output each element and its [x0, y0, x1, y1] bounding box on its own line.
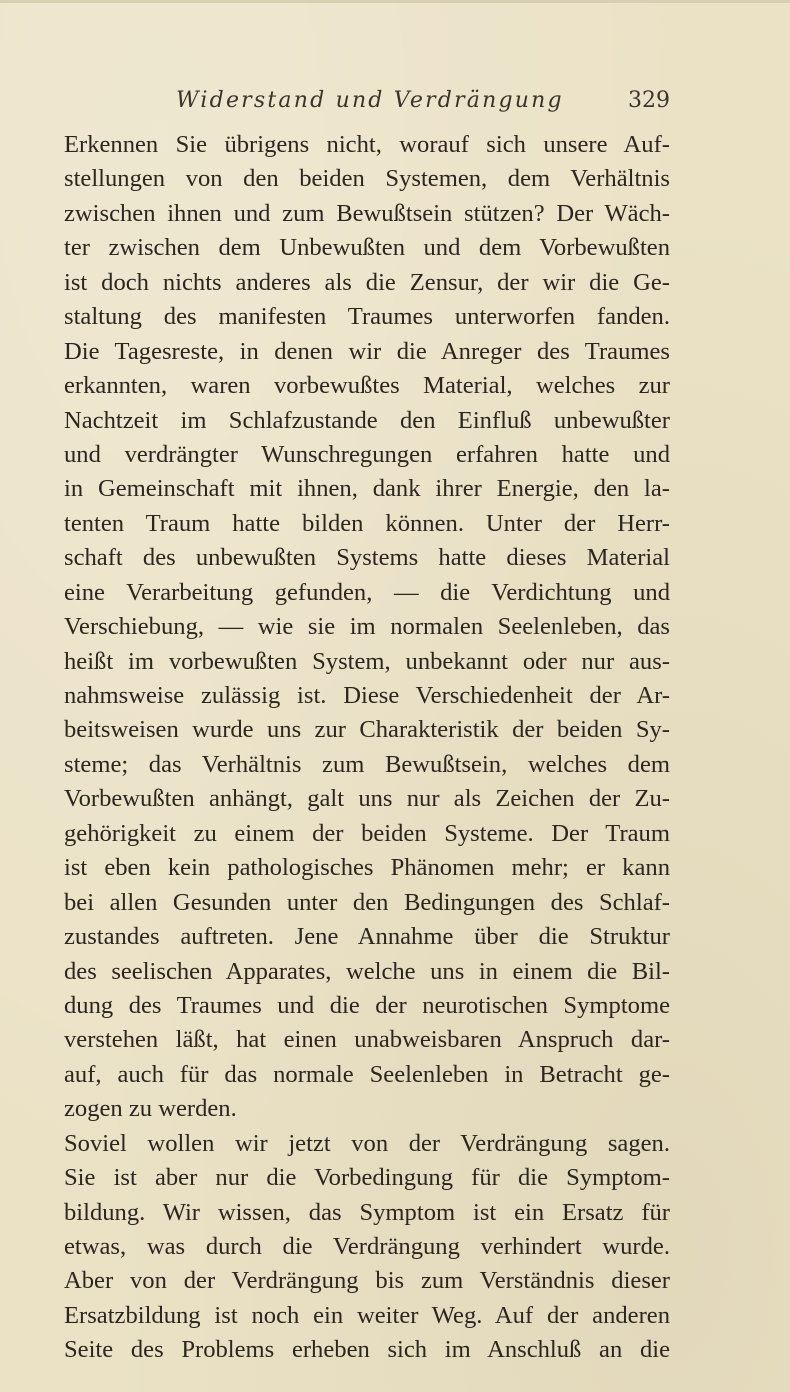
text-line: Ersatzbildung ist noch ein weiter Weg. Auf der anderen: [64, 1301, 670, 1329]
text-line: Nachtzeit im Schlafzustande den Einfluß unbewußter: [64, 406, 670, 434]
text-line: staltung des manifesten Traumes unterworfen fanden.: [64, 303, 670, 331]
text-line: zogen zu werden.: [64, 1095, 237, 1123]
text-line: schaft des unbewußten Systems hatte dieses Material: [64, 544, 670, 572]
text-line: zustandes auftreten. Jene Annahme über die Struktur: [64, 923, 670, 951]
page-header: [64, 88, 670, 124]
text-line: ist eben kein pathologisches Phänomen mehr; er kann: [64, 854, 670, 882]
text-line: Sie ist aber nur die Vorbedingung für die Symptom-: [64, 1164, 670, 1192]
text-line: verstehen läßt, hat einen unabweisbaren Anspruch dar-: [64, 1026, 670, 1054]
text-line: in Gemeinschaft mit ihnen, dank ihrer Energie, den la-: [64, 475, 670, 503]
text-line: eine Verarbeitung gefunden, — die Verdichtung und: [64, 578, 670, 606]
text-line: bildung. Wir wissen, das Symptom ist ein Ersatz für: [64, 1198, 670, 1226]
text-line: ist doch nichts anderes als die Zensur, der wir die Ge-: [64, 268, 670, 296]
text-line: zwischen ihnen und zum Bewußtsein stützen? Der Wäch-: [64, 199, 670, 227]
page-number: 329: [628, 88, 670, 113]
text-line: heißt im vorbewußten System, unbekannt oder nur aus-: [64, 647, 670, 675]
text-line: Die Tagesreste, in denen wir die Anreger des Traumes: [64, 337, 670, 365]
text-line: Erkennen Sie übrigens nicht, worauf sich unsere Auf-: [64, 131, 670, 158]
text-line: erkannten, waren vorbewußtes Material, welches zur: [64, 372, 670, 400]
text-line: Seite des Problems erheben sich im Anschluß an die: [64, 1336, 670, 1364]
text-line: beitsweisen wurde uns zur Charakteristik der beiden Sy-: [64, 716, 670, 744]
text-line: auf, auch für das normale Seelenleben in Betracht ge-: [64, 1060, 670, 1088]
text-line: etwas, was durch die Verdrängung verhindert wurde.: [64, 1233, 670, 1260]
running-title: Widerstand und Verdrängung: [176, 88, 564, 113]
text-line: stellungen von den beiden Systemen, dem Verhältnis: [64, 165, 670, 193]
text-line: dung des Traumes und die der neurotischen Symptome: [64, 991, 670, 1019]
text-line: ter zwischen dem Unbewußten und dem Vorbewußten: [64, 234, 670, 262]
text-line: tenten Traum hatte bilden können. Unter der Herr-: [64, 509, 670, 537]
text-line: gehörigkeit zu einem der beiden Systeme. Der Traum: [64, 819, 670, 847]
text-line: des seelischen Apparates, welche uns in einem die Bil-: [64, 957, 670, 985]
text-line: nahmsweise zulässig ist. Diese Verschiedenheit der Ar-: [64, 682, 670, 709]
text-line: und verdrängter Wunschregungen erfahren hatte und: [64, 440, 670, 468]
text-line: Soviel wollen wir jetzt von der Verdrängung sagen.: [64, 1129, 670, 1157]
text-line: Verschiebung, — wie sie im normalen Seelenleben, das: [64, 613, 670, 641]
text-line: Vorbewußten anhängt, galt uns nur als Zeichen der Zu-: [64, 785, 670, 813]
text-line: Aber von der Verdrängung bis zum Verständnis dieser: [64, 1267, 670, 1295]
body-text: [64, 128, 670, 1368]
text-line: steme; das Verhältnis zum Bewußtsein, welches dem: [64, 750, 670, 778]
text-line: bei allen Gesunden unter den Bedingungen des Schlaf-: [64, 888, 670, 916]
page-top-edge: [0, 0, 790, 3]
